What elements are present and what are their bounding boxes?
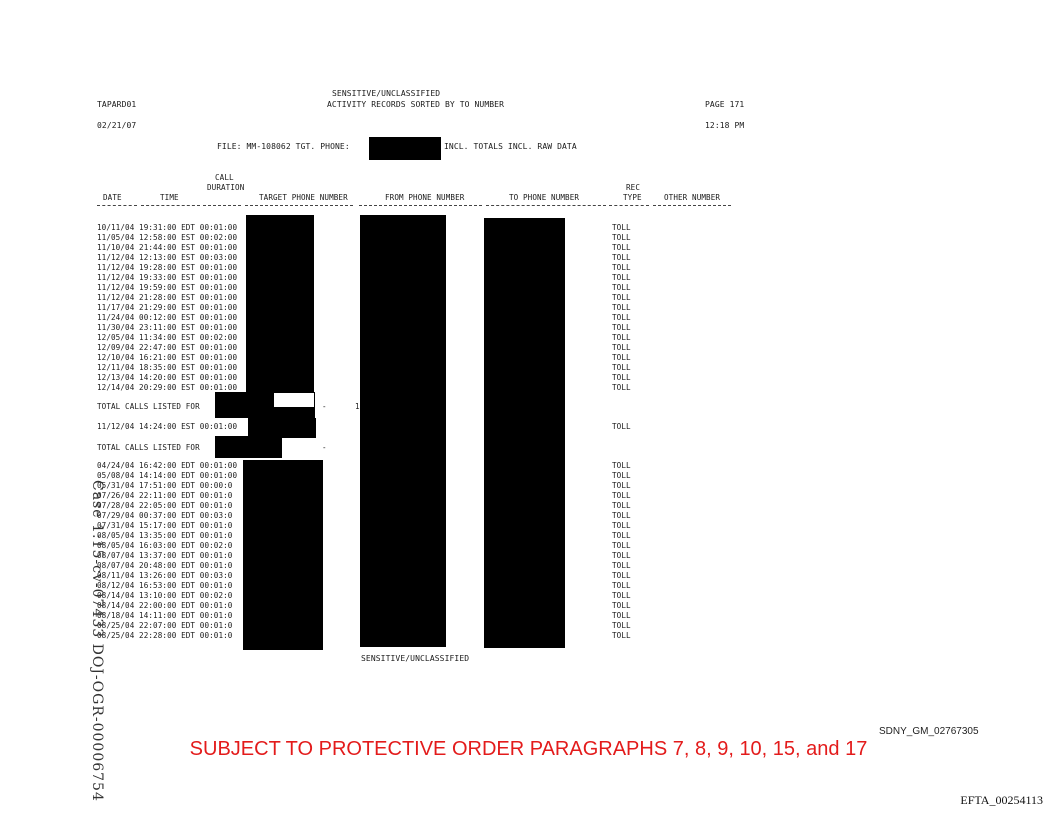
row-datetime-duration: 08/05/04 13:35:00 EDT 00:01:0 xyxy=(97,531,233,540)
row-rec-type: TOLL xyxy=(612,343,631,352)
row-rec-type: TOLL xyxy=(612,631,631,640)
col-time: TIME xyxy=(160,193,179,202)
redaction-to-col xyxy=(484,218,565,648)
row-datetime-duration: 08/07/04 13:37:00 EDT 00:01:0 xyxy=(97,551,233,560)
total-dash-2: - xyxy=(322,443,327,452)
row-datetime-duration: 11/05/04 12:58:00 EST 00:02:00 xyxy=(97,233,238,242)
row-datetime-duration: 08/05/04 16:03:00 EDT 00:02:0 xyxy=(97,541,233,550)
efta-number: EFTA_00254113 xyxy=(960,793,1043,807)
row-rec-type: TOLL xyxy=(612,531,631,540)
row-datetime-duration: 11/30/04 23:11:00 EST 00:01:00 xyxy=(97,323,238,332)
file-label: FILE: MM-108062 TGT. PHONE: xyxy=(217,142,350,151)
row-rec-type: TOLL xyxy=(612,521,631,530)
classification-header: SENSITIVE/UNCLASSIFIED xyxy=(332,89,441,98)
row-datetime-duration: 05/31/04 17:51:00 EDT 00:00:0 xyxy=(97,481,233,490)
report-time: 12:18 PM xyxy=(705,121,745,130)
row-datetime-duration: 04/24/04 16:42:00 EDT 00:01:00 xyxy=(97,461,238,470)
row-rec-type: TOLL xyxy=(612,233,631,242)
row-rec-type: TOLL xyxy=(612,491,631,500)
row-rec-type: TOLL xyxy=(612,461,631,470)
row-rec-type: TOLL xyxy=(612,283,631,292)
row-rec-type: TOLL xyxy=(612,313,631,322)
row-rec-type: TOLL xyxy=(612,243,631,252)
col-type: TYPE xyxy=(623,193,642,202)
redaction-target-col-2 xyxy=(243,460,323,650)
total-dash-1: - xyxy=(322,402,327,411)
row-rec-type: TOLL xyxy=(612,273,631,282)
redaction-from-col xyxy=(360,215,446,647)
row-datetime-duration: 12/10/04 16:21:00 EST 00:01:00 xyxy=(97,353,238,362)
row-datetime-duration: 11/12/04 19:59:00 EST 00:01:00 xyxy=(97,283,238,292)
row-rec-type: TOLL xyxy=(612,471,631,480)
row-datetime-duration: 08/07/04 20:48:00 EDT 00:01:0 xyxy=(97,561,233,570)
row-datetime-duration: 08/14/04 22:00:00 EDT 00:01:0 xyxy=(97,601,233,610)
row-datetime-duration: 05/08/04 14:14:00 EDT 00:01:00 xyxy=(97,471,238,480)
row-rec-type: TOLL xyxy=(612,303,631,312)
redaction-target-phone xyxy=(369,137,441,160)
divider xyxy=(486,205,606,208)
row-datetime-duration: 07/26/04 22:11:00 EDT 00:01:0 xyxy=(97,491,233,500)
row-datetime-duration: 10/11/04 19:31:00 EDT 00:01:00 xyxy=(97,223,238,232)
row-rec-type: TOLL xyxy=(612,541,631,550)
page-number: PAGE 171 xyxy=(705,100,745,109)
protective-order-notice: SUBJECT TO PROTECTIVE ORDER PARAGRAPHS 7, 8, 9, 10, 15, and 17 xyxy=(189,738,868,760)
row-datetime-duration: 07/31/04 15:17:00 EDT 00:01:0 xyxy=(97,521,233,530)
redaction-total-2 xyxy=(215,436,282,458)
report-date: 02/21/07 xyxy=(97,121,137,130)
divider xyxy=(245,205,353,208)
total-count-1: 1 xyxy=(355,402,360,411)
row-datetime-duration: 08/11/04 13:26:00 EDT 00:03:0 xyxy=(97,571,233,580)
redaction-group-2 xyxy=(248,418,316,438)
row-rec-type: TOLL xyxy=(612,601,631,610)
row-rec-type: TOLL xyxy=(612,501,631,510)
redaction-target-col xyxy=(246,215,314,393)
total-label-2: TOTAL CALLS LISTED FOR xyxy=(97,443,200,452)
report-id: TAPARD01 xyxy=(97,100,137,109)
row-datetime-duration: 12/09/04 22:47:00 EST 00:01:00 xyxy=(97,343,238,352)
footer-classification: SENSITIVE/UNCLASSIFIED xyxy=(361,654,470,663)
row-datetime-duration: 11/12/04 14:24:00 EST 00:01:00 xyxy=(97,422,238,431)
report-title: ACTIVITY RECORDS SORTED BY TO NUMBER xyxy=(327,100,504,109)
divider xyxy=(203,205,241,208)
row-datetime-duration: 11/10/04 21:44:00 EST 00:01:00 xyxy=(97,243,238,252)
row-rec-type: TOLL xyxy=(612,293,631,302)
row-rec-type: TOLL xyxy=(612,511,631,520)
row-rec-type: TOLL xyxy=(612,481,631,490)
row-rec-type: TOLL xyxy=(612,422,631,431)
row-rec-type: TOLL xyxy=(612,571,631,580)
row-datetime-duration: 12/05/04 11:34:00 EST 00:02:00 xyxy=(97,333,238,342)
row-rec-type: TOLL xyxy=(612,621,631,630)
row-datetime-duration: 12/13/04 14:20:00 EST 00:01:00 xyxy=(97,373,238,382)
row-rec-type: TOLL xyxy=(612,581,631,590)
row-rec-type: TOLL xyxy=(612,373,631,382)
row-datetime-duration: 07/29/04 00:37:00 EDT 00:03:0 xyxy=(97,511,233,520)
row-datetime-duration: 08/14/04 13:10:00 EDT 00:02:0 xyxy=(97,591,233,600)
col-other: OTHER NUMBER xyxy=(664,193,721,202)
row-rec-type: TOLL xyxy=(612,363,631,372)
col-date: DATE xyxy=(103,193,122,202)
col-to: TO PHONE NUMBER xyxy=(509,193,580,202)
col-rec: REC xyxy=(626,183,641,192)
row-rec-type: TOLL xyxy=(612,323,631,332)
divider xyxy=(653,205,731,208)
side-stamp: Case 1:15-cv-07433 DOJ-OGR-00006754 xyxy=(89,480,105,802)
row-datetime-duration: 11/12/04 19:28:00 EST 00:01:00 xyxy=(97,263,238,272)
redaction-gap xyxy=(274,393,314,407)
row-datetime-duration: 08/18/04 14:11:00 EDT 00:01:0 xyxy=(97,611,233,620)
bates-number: SDNY_GM_02767305 xyxy=(879,726,979,737)
row-rec-type: TOLL xyxy=(612,611,631,620)
row-rec-type: TOLL xyxy=(612,223,631,232)
divider xyxy=(97,205,137,208)
row-datetime-duration: 08/12/04 16:53:00 EDT 00:01:0 xyxy=(97,581,233,590)
file-suffix: INCL. TOTALS INCL. RAW DATA xyxy=(444,142,577,151)
row-datetime-duration: 11/12/04 21:28:00 EST 00:01:00 xyxy=(97,293,238,302)
divider xyxy=(609,205,649,208)
row-datetime-duration: 08/25/04 22:28:00 EDT 00:01:0 xyxy=(97,631,233,640)
row-datetime-duration: 12/11/04 18:35:00 EST 00:01:00 xyxy=(97,363,238,372)
row-rec-type: TOLL xyxy=(612,353,631,362)
row-datetime-duration: 12/14/04 20:29:00 EST 00:01:00 xyxy=(97,383,238,392)
row-rec-type: TOLL xyxy=(612,561,631,570)
row-datetime-duration: 11/24/04 00:12:00 EST 00:01:00 xyxy=(97,313,238,322)
row-datetime-duration: 07/28/04 22:05:00 EDT 00:01:0 xyxy=(97,501,233,510)
col-from: FROM PHONE NUMBER xyxy=(385,193,465,202)
divider xyxy=(359,205,482,208)
row-datetime-duration: 08/25/04 22:07:00 EDT 00:01:0 xyxy=(97,621,233,630)
row-rec-type: TOLL xyxy=(612,591,631,600)
row-rec-type: TOLL xyxy=(612,551,631,560)
row-datetime-duration: 11/12/04 12:13:00 EST 00:03:00 xyxy=(97,253,238,262)
row-datetime-duration: 11/17/04 21:29:00 EST 00:01:00 xyxy=(97,303,238,312)
row-rec-type: TOLL xyxy=(612,253,631,262)
divider xyxy=(141,205,200,208)
row-datetime-duration: 11/12/04 19:33:00 EST 00:01:00 xyxy=(97,273,238,282)
row-rec-type: TOLL xyxy=(612,383,631,392)
row-rec-type: TOLL xyxy=(612,333,631,342)
col-call: CALL xyxy=(215,173,234,182)
total-label-1: TOTAL CALLS LISTED FOR xyxy=(97,402,200,411)
col-target: TARGET PHONE NUMBER xyxy=(259,193,348,202)
col-duration: DURATION xyxy=(207,183,245,192)
row-rec-type: TOLL xyxy=(612,263,631,272)
